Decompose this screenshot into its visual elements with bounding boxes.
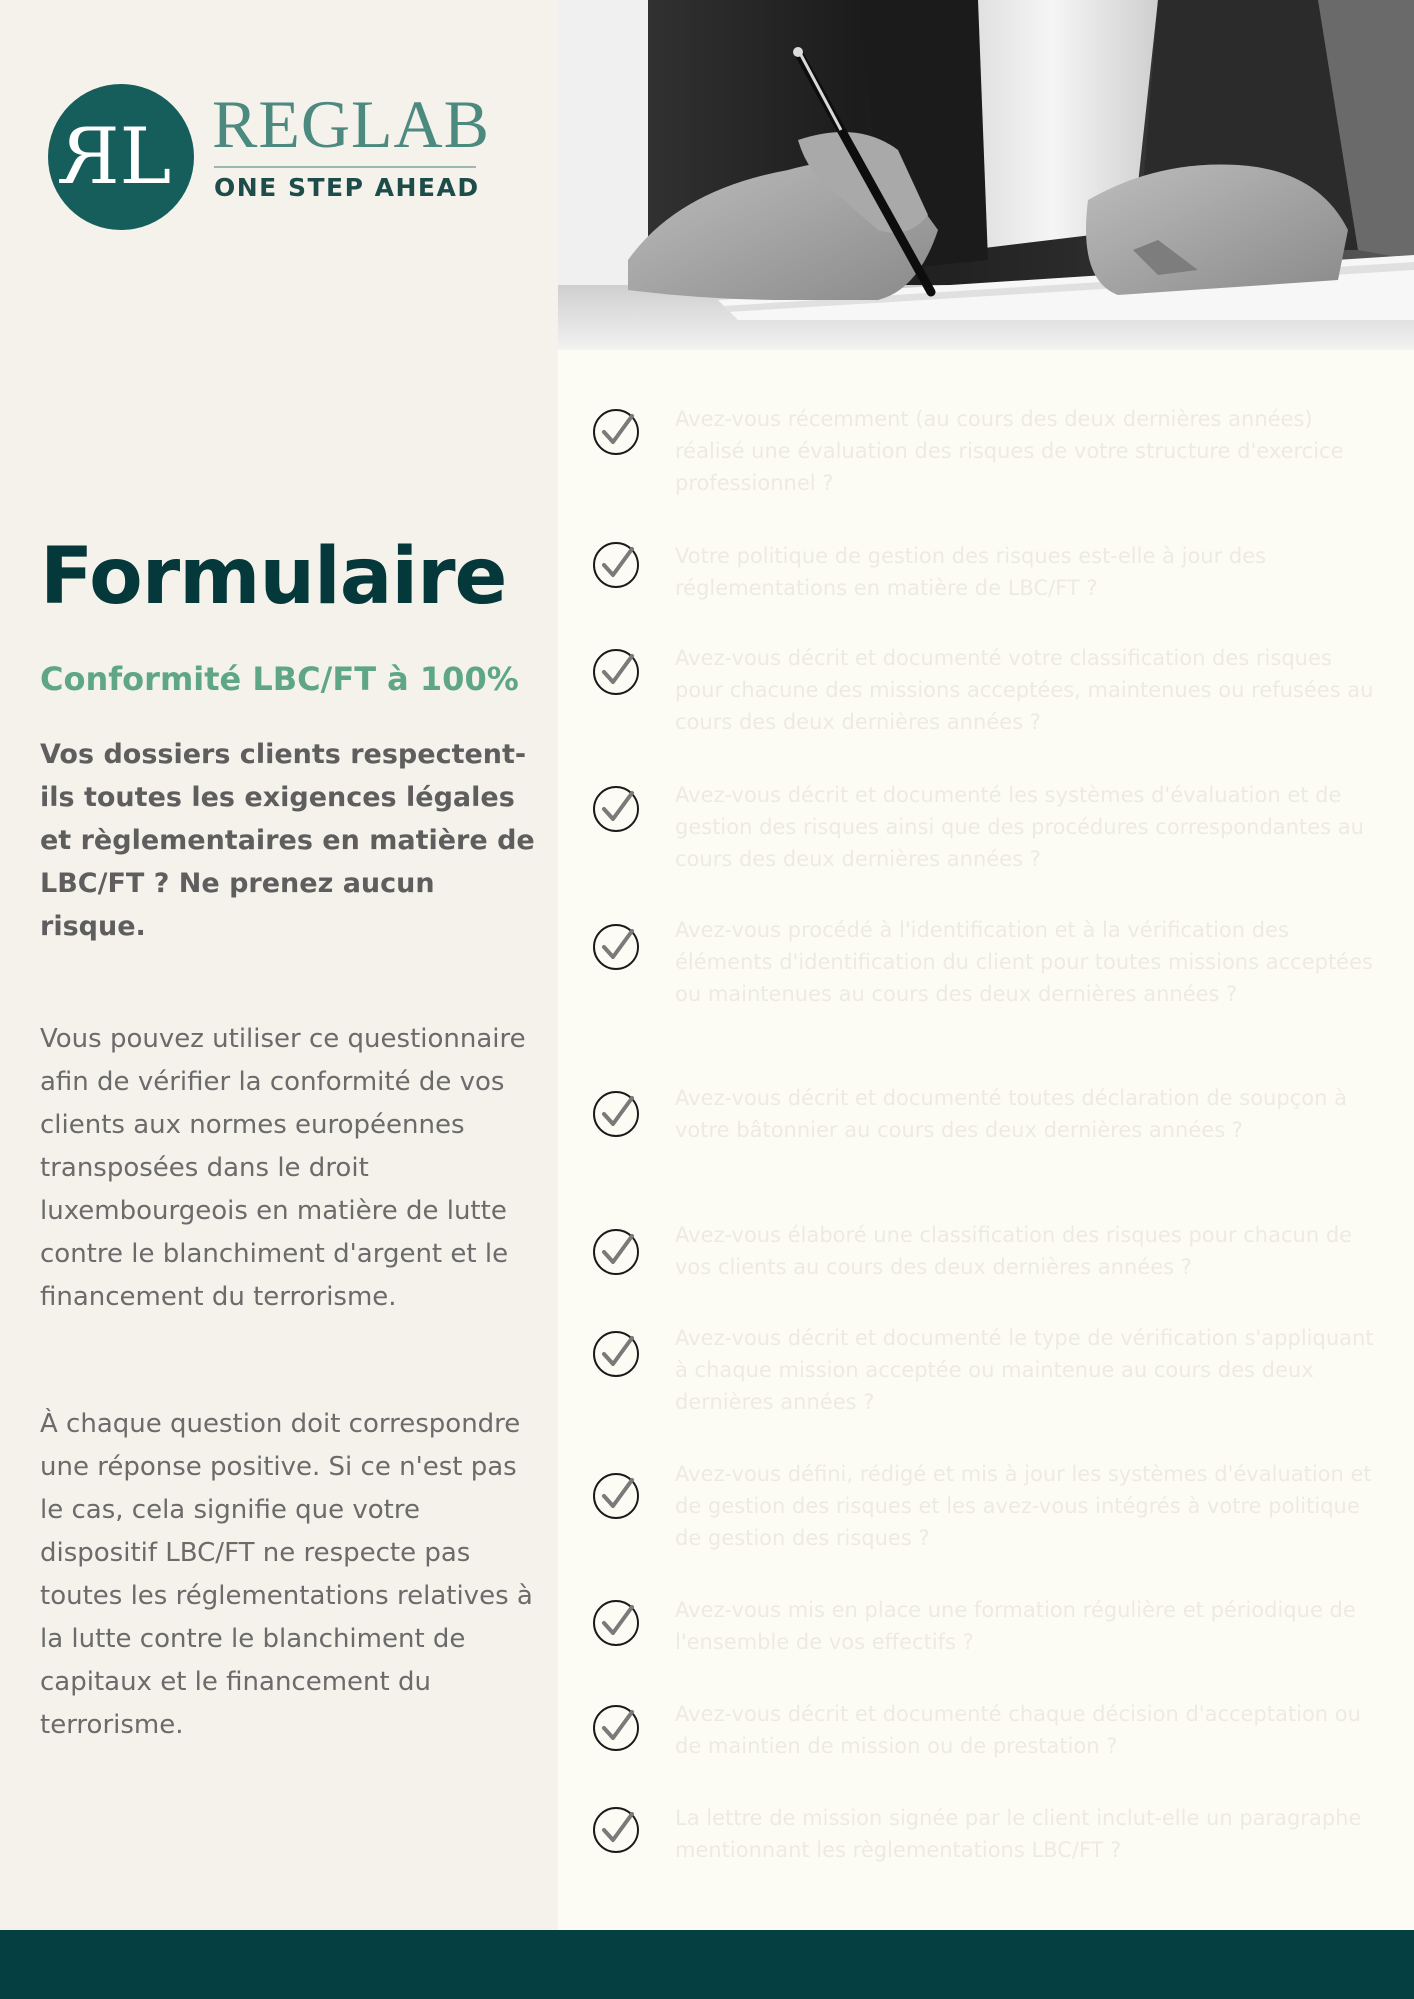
checklist-item: Avez-vous récemment (au cours des deux dernières années) réalisé une évaluation des risques de votre structure d'exercice professionnel ? (675, 407, 1344, 495)
checkmark-circle-icon (592, 541, 640, 589)
checklist-item: Avez-vous procédé à l'identification et à la vérification des éléments d'identification du client pour toutes missions acceptées ou maintenues au cours des deux dernières années ? (675, 918, 1373, 1006)
checklist-item: Avez-vous décrit et documenté chaque décision d'acceptation ou de maintien de mission ou de prestation ? (675, 1702, 1361, 1758)
page-title: Formulaire (40, 532, 507, 622)
intro-lead: Vos dossiers clients respectent-ils toutes les exigences légales et règlementaires en matière de LBC/FT ? Ne prenez aucun risque. (40, 739, 535, 942)
intro-paragraph-1: Vous pouvez utiliser ce questionnaire afin de vérifier la conformité de vos clients aux normes européennes transposées dans le droit luxembourgeois en matière de lutte contre le blanchiment d'argent et le financement du terrorisme. (40, 1024, 526, 1312)
checklist-item: Votre politique de gestion des risques est-elle à jour des réglementations en matière de LBC/FT ? (675, 544, 1267, 600)
checkmark-circle-icon (592, 1330, 640, 1378)
checkmark-circle-icon (592, 1806, 640, 1854)
reglab-logo (48, 84, 508, 232)
checkmark-circle-icon (592, 408, 640, 456)
checkmark-circle-icon (592, 1228, 640, 1276)
checkmark-circle-icon (592, 923, 640, 971)
logo-tagline: ONE STEP AHEAD (214, 173, 480, 202)
footer-band (0, 1930, 1414, 1999)
logo-name: REGLAB (212, 86, 490, 162)
checklist-item: Avez-vous décrit et documenté le type de vérification s'appliquant à chaque mission acceptée ou maintenue au cours des deux dernières années ? (675, 1326, 1374, 1414)
checkmark-circle-icon (592, 1090, 640, 1138)
checkmark-circle-icon (592, 785, 640, 833)
checkmark-circle-icon (592, 1704, 640, 1752)
page-subtitle: Conformité LBC/FT à 100% (40, 660, 519, 698)
checklist-item: Avez-vous élaboré une classification des risques pour chacun de vos clients au cours des deux dernières années ? (675, 1223, 1353, 1279)
photo-hand-writing (558, 0, 1414, 350)
checklist-item: Avez-vous décrit et documenté toutes déclaration de soupçon à votre bâtonnier au cours des deux dernières années ? (675, 1086, 1347, 1142)
checklist-item: Avez-vous mis en place une formation régulière et périodique de l'ensemble de vos effectifs ? (675, 1598, 1356, 1654)
logo-monogram: R L (74, 112, 158, 202)
checklist-item: Avez-vous défini, rédigé et mis à jour les systèmes d'évaluation et de gestion des risques et les avez-vous intégrés à votre politique de gestion des risques ? (675, 1462, 1372, 1550)
checklist-item: Avez-vous décrit et documenté les systèmes d'évaluation et de gestion des risques ainsi que des procédures correspondantes au cours des deux dernières années ? (675, 783, 1364, 871)
logo-divider (214, 166, 476, 168)
checkmark-circle-icon (592, 1472, 640, 1520)
checklist-item: Avez-vous décrit et documenté votre classification des risques pour chacune des missions acceptées, maintenues ou refusées au cours des deux dernières années ? (675, 646, 1374, 734)
checkmark-circle-icon (592, 1599, 640, 1647)
intro-paragraph-2: À chaque question doit correspondre une réponse positive. Si ce n'est pas le cas, cela signifie que votre dispositif LBC/FT ne respecte pas toutes les réglementations relatives à la lutte contre le blanchiment de capitaux et le financement du terrorisme. (40, 1409, 533, 1740)
checkmark-circle-icon (592, 648, 640, 696)
checklist-item: La lettre de mission signée par le client inclut-elle un paragraphe mentionnant les règlementations LBC/FT ? (675, 1806, 1362, 1862)
